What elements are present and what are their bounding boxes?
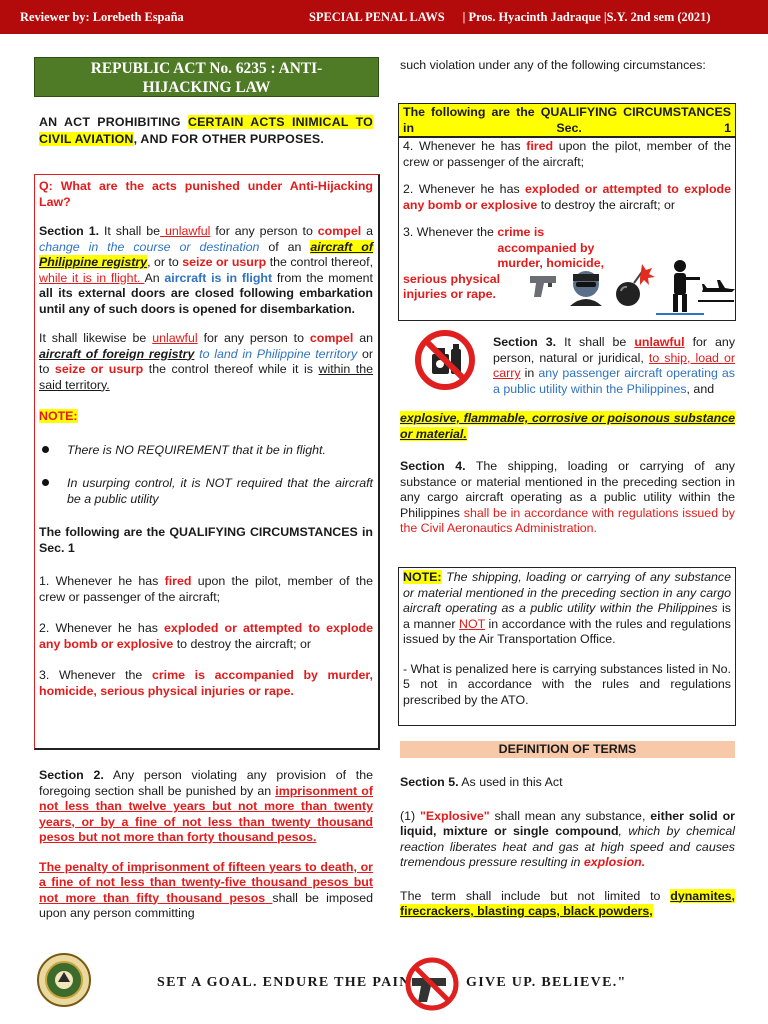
no-hazardous-materials-icon — [404, 328, 486, 392]
d1-a: shall mean any substance, — [489, 808, 651, 823]
s2-penalty1: imprisonment of not less than twelve years but not more than twenty years, or by a fine of not less than twenty thousand pesos but not more than forty thousand pesos. — [39, 783, 373, 844]
act-intro — [39, 114, 373, 148]
note2-t1: The shipping, loading or carrying of any substance or material mentioned in the preceding section in any cargo aircraft operating as a public utility within the Philippines — [403, 570, 731, 615]
s2-penalty2: The penalty of imprisonment of fifteen years to death, or a fine of not less than twenty-five thousand pesos but not more than fifty thousand pesos — [39, 859, 373, 905]
note2-label: NOTE: — [403, 570, 442, 584]
s1-compel: compel — [317, 224, 362, 238]
s1b-seize: seize or usurp — [54, 362, 144, 376]
bullet-usurping: In usurping control, it is NOT required that the aircraft be a public utility — [39, 476, 373, 507]
qualifying-item-3 — [39, 668, 373, 699]
definition-explosive — [400, 809, 735, 871]
note2-penalized: - What is penalized here is carrying substances listed in No. 5 not in accordance with the rules and regulations prescribed by the ATO. — [403, 661, 731, 707]
s1b-t2: for any person to — [197, 331, 310, 345]
law-title-line1: REPUBLIC ACT No. 6235 : ANTI- — [90, 60, 323, 77]
s1b-t7: the control thereof while it is — [143, 362, 319, 376]
intro-end: , AND FOR OTHER PURPOSES. — [133, 132, 325, 146]
q-i1c: upon the pilot, member of the crew or passenger of the aircraft; — [39, 574, 373, 604]
section1-para — [39, 224, 373, 317]
s1-doors: all its external doors are closed following embarkation until any of such doors is opened for disembarkation. — [39, 286, 373, 316]
q-i2a: 2. Whenever he has — [39, 621, 165, 635]
note2-not: NOT — [459, 616, 485, 631]
qualifying-item-2 — [39, 621, 373, 652]
section5-label: Section 5. — [400, 775, 459, 789]
motto-left: SET A GOAL. ENDURE THE PAIN — [157, 975, 411, 990]
s1b-t4: to land in Philippine territory — [194, 346, 358, 361]
s1-unlawful: unlawful — [160, 224, 211, 238]
s3-t1: It shall be — [556, 335, 635, 349]
d1-d: explosion. — [583, 855, 646, 869]
d1-b: either solid or liquid, mixture or single compound — [400, 808, 735, 838]
rq3a: 3. Whenever the — [403, 225, 498, 239]
section2 — [39, 768, 373, 932]
right-continuation: such violation under any of the following circumstances: — [400, 58, 706, 72]
crime-icons-illustration — [526, 256, 736, 316]
professor-term: | Pros. Hyacinth Jadraque |S.Y. 2nd sem (2021) — [462, 10, 711, 24]
s1-t6: the control thereof, — [266, 255, 374, 269]
motto-right: GIVE UP. BELIEVE." — [466, 975, 627, 990]
rq2a: 2. Whenever he has — [403, 182, 526, 196]
no-gun-icon — [402, 956, 462, 1012]
right-q2 — [403, 182, 731, 213]
section1-label: Section 1. — [39, 224, 100, 238]
q-i1b: fired — [164, 574, 192, 588]
bullet-no-requirement: There is NO REQUIREMENT that it be in flight. — [39, 443, 373, 459]
d1-c: , which by chemical reaction liberates heat and gas at high speed and causes tremendous pressure resulting in — [400, 824, 735, 869]
q-i2c: to destroy the aircraft; or — [173, 636, 312, 651]
note2-t2: is a manner — [403, 601, 731, 631]
school-seal-logo — [36, 952, 92, 1008]
q-i3b: crime is accompanied by murder, homicide, serious physical injuries or rape. — [39, 668, 374, 698]
gun-icon — [530, 276, 556, 297]
rq2b: exploded or attempted to explode any bomb or explosive — [403, 182, 731, 212]
s1-aircraft: aircraft of Philippine registry — [39, 239, 373, 269]
d2-a: The term shall include but not limited to — [400, 888, 671, 903]
s1-t7: An — [144, 270, 165, 285]
section2-label: Section 2. — [39, 768, 104, 782]
s1b-within: within the said territory. — [39, 362, 374, 392]
s1b-t1: It shall likewise be — [39, 331, 153, 345]
left-column — [39, 179, 373, 709]
criminal-icon — [570, 271, 602, 306]
section5-text: As used in this Act — [458, 775, 563, 789]
rq1b: fired — [526, 139, 554, 153]
qualifying-item-1 — [39, 574, 373, 605]
s3-t2: for any person, natural or juridical, — [493, 335, 736, 365]
reviewer-credit: Reviewer by: Lorebeth España — [20, 10, 184, 24]
note-label — [39, 409, 373, 425]
definition-heading: DEFINITION OF TERMS — [400, 741, 735, 758]
section2-para — [39, 768, 373, 846]
s1b-unlawful: unlawful — [152, 331, 198, 345]
s3-ship: to ship, load or carry — [493, 350, 735, 380]
hijacker-icon — [673, 260, 700, 312]
note-label-text: NOTE: — [39, 409, 78, 423]
law-title-box — [34, 57, 379, 97]
d1-term: "Explosive" — [420, 808, 490, 823]
d1-num: (1) — [400, 808, 420, 823]
intro-highlight: CERTAIN ACTS INIMICAL TO CIVIL AVIATION — [39, 115, 373, 146]
s3-explosive: explosive, flammable, corrosive or poisonous substance or material. — [400, 411, 735, 441]
definitions — [400, 775, 735, 930]
s3-any: any passenger aircraft operating as a public utility within the Philippines — [493, 366, 736, 396]
s1b-t6: o — [42, 362, 55, 376]
intro-text: AN ACT PROHIBITING — [39, 115, 188, 129]
note-box — [398, 567, 736, 726]
airplane-icon — [698, 280, 735, 302]
question: Q: What are the acts punished under Anti-Hijacking Law? — [39, 179, 373, 209]
s1-inflight: while it is in flight. — [39, 270, 145, 285]
section4 — [400, 459, 735, 537]
s3-unlawful: unlawful — [634, 335, 685, 349]
rq2c: to destroy the aircraft; or — [537, 197, 676, 212]
s1-t8: from the moment — [272, 270, 373, 285]
subject-title: SPECIAL PENAL LAWS — [309, 10, 445, 24]
s1-t2: for any person to — [210, 224, 318, 238]
s2-t1: Any person violating any provision of the foregoing section shall be punished by an — [39, 768, 374, 798]
s4-red: shall be in accordance with regulations issued by the Civil Aeronautics Administration. — [400, 505, 735, 535]
rq1c: upon the pilot, member of the crew or passenger of the aircraft; — [403, 139, 731, 169]
section3-label: Section 3. — [493, 335, 557, 349]
s1-t4: of an — [259, 239, 311, 254]
rq3c: serious physical injuries or rape. — [403, 271, 501, 301]
s1-change: change in the course or destination — [39, 239, 260, 254]
section3 — [493, 335, 735, 397]
s1-t3: a — [361, 224, 374, 238]
s4-t1: The shipping, loading or carrying of any substance or material mentioned in the preceding section in any cargo aircraft operating as a public utility within the Philippines — [400, 459, 736, 520]
q-i2b: exploded or attempted to explode any bomb or explosive — [39, 621, 373, 651]
header-bar — [0, 0, 768, 34]
s1-t5: , or to — [147, 255, 183, 269]
q-i1a: 1. Whenever he has — [39, 574, 165, 588]
s1-aif: aircraft is in flight — [164, 270, 273, 285]
s3-t4: , and — [686, 381, 715, 396]
section4-label: Section 4. — [400, 459, 466, 473]
section3-end — [400, 411, 735, 442]
s1b-t3: an — [353, 331, 373, 345]
qualifying-heading-right: The following are the QUALIFYING CIRCUMSTANCES in Sec. 1 — [398, 103, 736, 138]
note2-t3: in accordance with the rules and regulations issued by the Air Transportation Office. — [403, 616, 731, 646]
law-title-line2: HIJACKING LAW — [142, 79, 271, 96]
section5 — [400, 775, 735, 791]
right-q1 — [403, 139, 731, 170]
bomb-icon — [616, 264, 655, 306]
definition-includes — [400, 889, 735, 920]
note2-para — [403, 570, 731, 648]
qualifying-heading: The following are the QUALIFYING CIRCUMSTANCES in Sec. 1 — [39, 525, 373, 555]
header-right — [309, 10, 710, 26]
s3-t3: in — [520, 366, 539, 380]
s1b-foreign: aircraft of foreign registry — [39, 346, 195, 361]
s1-t1: It shall be — [99, 224, 161, 238]
q-i3a: 3. Whenever the — [39, 668, 152, 682]
d2-b: dynamites, firecrackers, blasting caps, black powders, — [400, 888, 735, 918]
section2-penalty2 — [39, 860, 373, 922]
s2-t2: shall be imposed upon any person committing — [39, 890, 373, 920]
rq1a: 4. Whenever he has — [403, 139, 527, 153]
s1b-compel: compel — [309, 331, 354, 345]
rq3b: crime is accompanied by murder, homicide, — [497, 225, 605, 270]
s1-seize: seize or usurp — [182, 255, 267, 269]
s1b-t5: or t — [39, 346, 373, 376]
section1b-para — [39, 331, 373, 393]
